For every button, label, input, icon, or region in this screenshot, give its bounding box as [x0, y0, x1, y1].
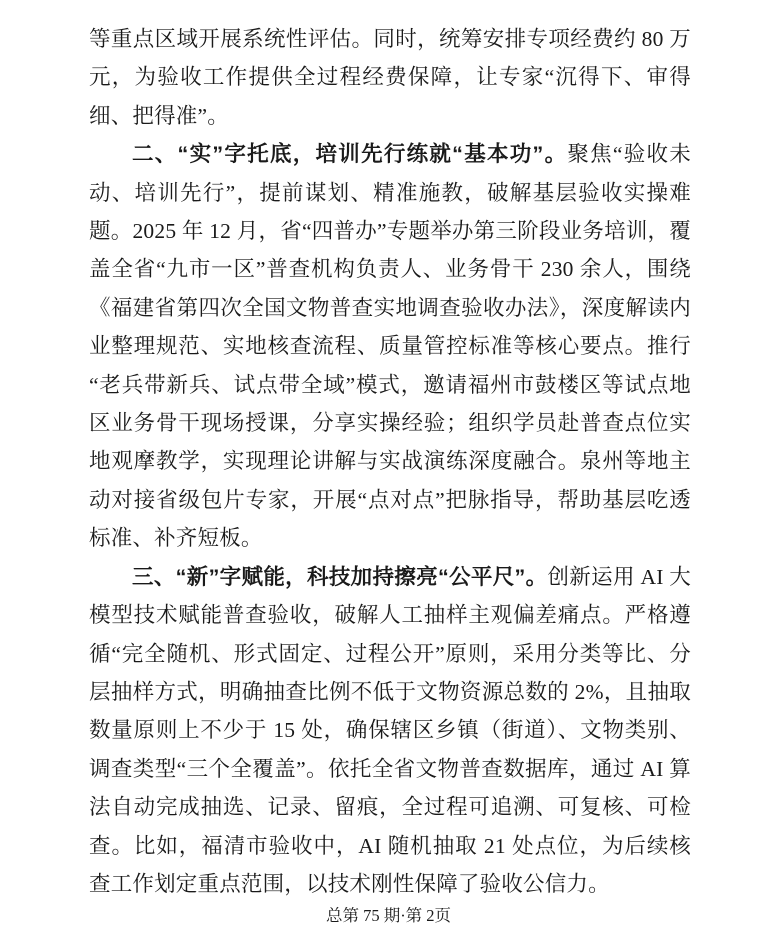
document-body	[89, 20, 691, 903]
paragraph	[89, 135, 691, 557]
text-segment: 聚焦“验收未动、培训先行”，提前谋划、精准施教，破解基层验收实操难题。2025 年 12 月，省“四普办”专题举办第三阶段业务培训，覆盖全省“九市一区”普查机构负责人、业务骨干 230 余人，围绕《福建省第四次全国文物普查实地调查验收办法》，深度解读内业整理规范、实地核查流程、质量管控标准等核心要点。推行“老兵带新兵、试点带全域”模式，邀请福州市鼓楼区等试点地区业务骨干现场授课，分享实操经验；组织学员赴普查点位实地观摩教学，实现理论讲解与实战演练深度融合。泉州等地主动对接省级包片专家，开展“点对点”把脉指导，帮助基层吃透标准、补齐短板。	[89, 142, 691, 551]
paragraph	[89, 558, 691, 904]
page-footer	[0, 904, 777, 928]
section-heading-segment: 二、“实”字托底，培训先行练就“基本功”。	[132, 142, 568, 167]
section-heading-segment: 三、“新”字赋能，科技加持擦亮“公平尺”。	[132, 564, 548, 589]
paragraph	[89, 20, 691, 135]
page-number: 总第 75 期·第 2页	[325, 906, 452, 925]
text-segment: 创新运用 AI 大模型技术赋能普查验收，破解人工抽样主观偏差痛点。严格遵循“完全随机、形式固定、过程公开”原则，采用分类等比、分层抽样方式，明确抽查比例不低于文物资源总数的 2%，且抽取数量原则上不少于 15 处，确保辖区乡镇（街道）、文物类别、调查类型“三个全覆盖”。依托全省文物普查数据库，通过 AI 算法自动完成抽选、记录、留痕，全过程可追溯、可复核、可检查。比如，福清市验收中，AI 随机抽取 21 处点位，为后续核查工作划定重点范围，以技术刚性保障了验收公信力。	[89, 564, 691, 896]
text-segment: 等重点区域开展系统性评估。同时，统筹安排专项经费约 80 万元，为验收工作提供全过程经费保障，让专家“沉得下、审得细、把得准”。	[89, 27, 691, 128]
